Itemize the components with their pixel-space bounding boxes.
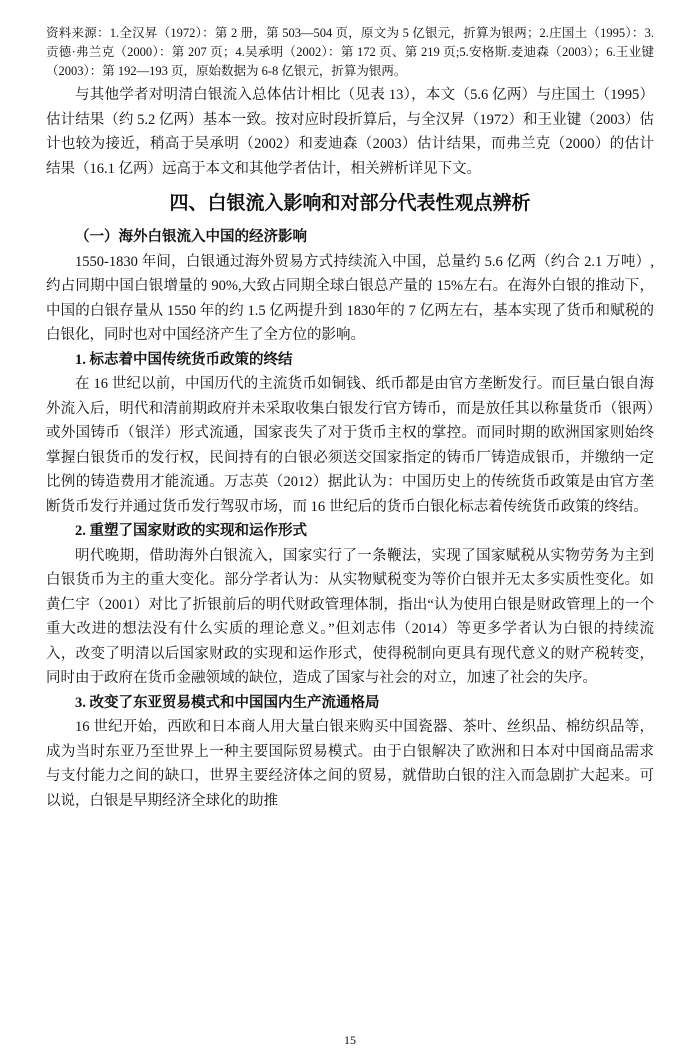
paragraph-fiscal-reshaping: 明代晚期，借助海外白银流入，国家实行了一条鞭法，实现了国家赋税从实物劳务为主到白银货币为主的重大变化。部分学者认为：从实物赋税变为等价白银并无太多实质性变化。如黄仁宇（2001）对比了折银前后的明代财政管理体制，指出“认为使用白银是财政管理上的一个重大改进的想法没有什么实质的理论意义。”但刘志伟（2014）等更多学者认为白银的持续流入，改变了明清以后国家财政的实现和运作形式，使得税制向更具有现代意义的财产税转变，同时由于政府在货币金融领域的缺位，造成了国家与社会的对立，加速了社会的失序。 <box>46 547 654 686</box>
subsection-heading: （一）海外白银流入中国的经济影响 <box>75 229 307 245</box>
paragraph-trade-pattern-change: 16 世纪开始，西欧和日本商人用大量白银来购买中国瓷器、茶叶、丝织品、棉纺织品等，成为当时东亚乃至世界上一种主要国际贸易模式。由于白银解决了欧洲和日本对中国商品需求与支付能力之间的缺口，世界主要经济体之间的贸易，就借助白银的注入而急剧扩大起来。可以说，白银是早期经济全球化的助推 <box>46 719 654 809</box>
item-heading-2: 2. 重塑了国家财政的实现和运作形式 <box>75 523 307 539</box>
source-note: 资料来源：1.全汉昇（1972）：第 2 册，第 503—504 页，原文为 5 亿银元，折算为银两；2.庄国土（1995）：3.贡德·弗兰克（2000）：第 207 页；4.吴承明（2002）：第 172 页、第 219 页;5.安格斯.麦迪森（2003）；6.王业键（2003）：第 192—193 页，原始数据为 6-8 亿银元，折算为银两。 <box>46 26 654 78</box>
paragraph-estimate-comparison: 与其他学者对明清白银流入总体估计相比（见表 13），本文（5.6 亿两）与庄国土（1995）估计结果（约 5.2 亿两）基本一致。按对应时段折算后，与全汉昇（1972）和王业键（2003）估计也较为接近，稍高于吴承明（2002）和麦迪森（2003）估计结果，而弗兰克（2000）的估计结果（16.1 亿两）远高于本文和其他学者估计，相关辨析详见下文。 <box>46 87 654 177</box>
page-number: 15 <box>344 1033 356 1047</box>
paragraph-economic-impact-overview: 1550-1830 年间，白银通过海外贸易方式持续流入中国，总量约 5.6 亿两（约合 2.1 万吨）,约占同期中国白银增量的 90%,大致占同期全球白银总产量的 15%左右。在海外白银的推动下，中国的白银存量从 1550 年的约 1.5 亿两提升到 1830年的 7 亿两左右，基本实现了货币和赋税的白银化，同时也对中国经济产生了全方位的影响。 <box>46 253 654 343</box>
paragraph-monetary-policy-end: 在 16 世纪以前，中国历代的主流货币如铜钱、纸币都是由官方垄断发行。而巨量白银自海外流入后，明代和清前期政府并未采取收集白银发行官方铸币，而是放任其以称量货币（银两）或外国铸币（银洋）形式流通，国家丧失了对于货币主权的掌控。而同时期的欧洲国家则始终掌握白银货币的发行权，民间持有的白银必须送交国家指定的铸币厂铸造成银币，并缴纳一定比例的铸造费用才能流通。万志英（2012）据此认为：中国历史上的传统货币政策是由官方垄断货币发行并通过货币发行驾驭市场，而 16 世纪后的货币白银化标志着传统货币政策的终结。 <box>46 376 654 515</box>
item-heading-3: 3. 改变了东亚贸易模式和中国国内生产流通格局 <box>75 694 380 711</box>
section-heading: 四、白银流入影响和对部分代表性观点辨析 <box>169 193 531 214</box>
item-heading-1: 1. 标志着中国传统货币政策的终结 <box>75 351 293 368</box>
